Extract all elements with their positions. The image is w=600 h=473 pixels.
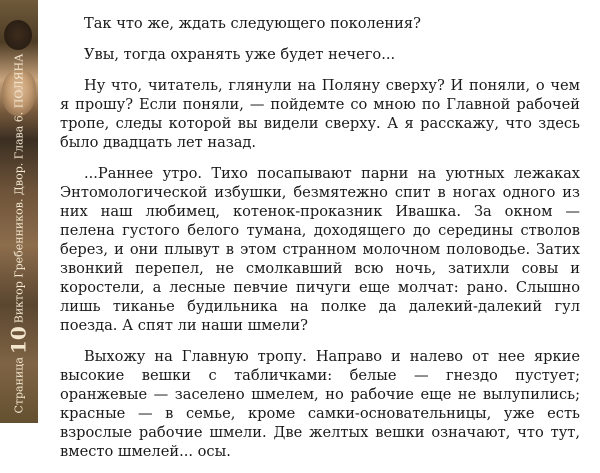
- paragraph: Увы, тогда охранять уже будет нечего...: [84, 46, 396, 63]
- paragraph: Ну что, читатель, глянули на Поляну сверху? И поняли, о чем я прошу? Если поняли, — пойдемте со мною по Главной рабочей тропе, следы которой вы видели сверху. А я расскажу, что здесь было двадцать лет назад.: [60, 77, 580, 151]
- side-running-header-text: [6, 24, 31, 414]
- running-title: Виктор Гребенников. Двор. Глава 6. ПОЛЯНА: [12, 53, 26, 324]
- page-label: Страница: [12, 357, 26, 414]
- paragraph: Так что же, ждать следующего поколения?: [84, 15, 421, 32]
- side-running-header: [6, 15, 32, 415]
- paragraph: ...Раннее утро. Тихо посапывают парни на уютных лежаках Энтомологической избушки, безмятежно спит в ногах одного из них наш любимец, котенок-проказник Ивашка. За окном — пелена густого белого тумана, доходящего до середины стволов берез, и они плывут в этом странном молочном половодье. Затих звонкий перепел, не смолкавший всю ночь, затихли совы и коростели, а лесные певчие пичуги еще молчат: рано. Слышно лишь тиканье будильника на полке да далекий-далекий гул поезда. А спят ли наши шмели?: [60, 165, 580, 334]
- page-number: 10: [6, 326, 31, 355]
- paragraph: Выхожу на Главную тропу. Направо и налево от нее яркие высокие вешки с табличками: белые — гнездо пустует; оранжевые — заселено шмелем, но рабочие еще не вылупились; красные — в семье, кроме самки-основательницы, уже есть взрослые рабочие шмели. Две желтых вешки означают, что тут, вместо шмелей... осы.: [60, 348, 580, 460]
- side-photo-strip: [0, 0, 38, 423]
- page-body-text: [60, 14, 580, 473]
